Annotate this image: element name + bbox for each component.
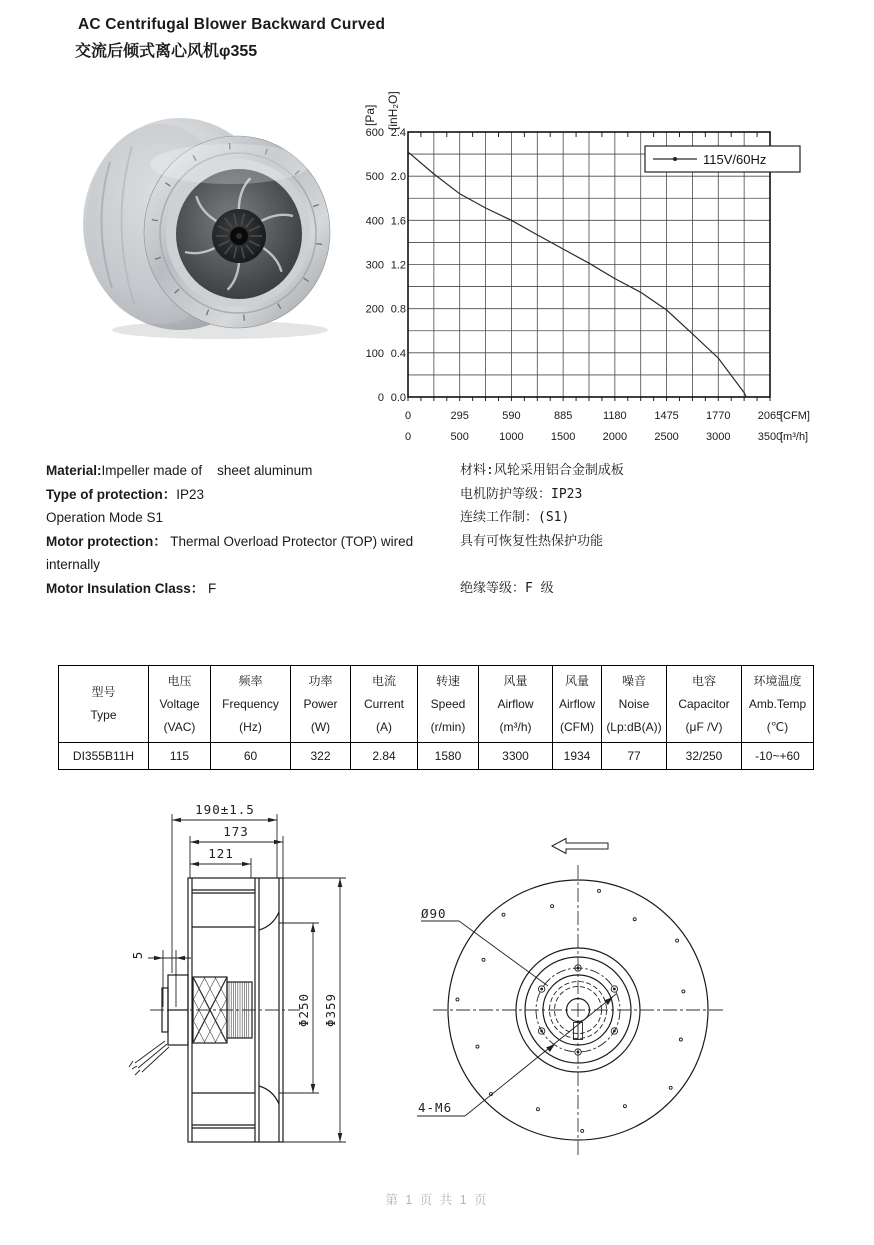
x-tick-cfm: 0 (404, 410, 412, 422)
x-tick-m3h: 1500 (550, 431, 576, 443)
spec-col-header: 噪音 Noise (Lp:dB(A)) (602, 666, 667, 743)
x-tick-m3h: 3000 (706, 431, 731, 443)
performance-chart (353, 83, 868, 453)
dim-label-190: 190±1.5 (195, 802, 255, 817)
spec-col-header: 型号 Type (59, 666, 149, 743)
y-tick-inh2o: 0.8 (390, 303, 406, 316)
rivet-dot (536, 1108, 539, 1111)
spec-cell: 77 (602, 743, 667, 770)
spec-row (59, 743, 814, 770)
photo-highlight (150, 144, 310, 184)
spec-cell: 1934 (553, 743, 602, 770)
y-tick-inh2o: 1.6 (390, 215, 406, 228)
rivet-dot (623, 1105, 626, 1108)
spec-line-zh: 材料:风轮采用铝合金制成板 (460, 463, 624, 478)
bolt-circle-label: Ø90 (421, 906, 447, 921)
rivet-dot (679, 1038, 682, 1041)
x-tick-m3h: 1000 (499, 431, 524, 443)
spec-cell: 32/250 (667, 743, 742, 770)
spec-col-header: 频率 Frequency (Hz) (211, 666, 291, 743)
front-view-drawing (405, 823, 730, 1165)
spec-line-zh: 绝缘等级：F 级 (460, 580, 554, 596)
x-tick-m3h: 3500 (757, 431, 783, 443)
y-tick-pa: 100 (365, 347, 384, 360)
rivet-dot (669, 1086, 672, 1089)
rivet-dot (476, 1045, 479, 1048)
spec-cell: 3300 (479, 743, 553, 770)
product-photo-illustration (80, 112, 335, 342)
spec-cell: 115 (149, 743, 211, 770)
spec-col-header: 风量 Airflow (m³/h) (479, 666, 553, 743)
x-tick-cfm: 1475 (654, 410, 679, 422)
spec-cell: DI355B11H (59, 743, 149, 770)
rivet-dot (581, 1129, 584, 1132)
spec-col-header: 风量 Airflow (CFM) (553, 666, 602, 743)
specification-table (58, 665, 814, 770)
x-tick-cfm: 590 (502, 410, 521, 422)
dim-label-dia250: Φ250 (296, 992, 311, 1028)
dim-label-121: 121 (208, 846, 234, 861)
spec-line-zh: 电机防护等级：IP23 (460, 486, 583, 502)
x-unit-m3h: [m³/h] (780, 431, 809, 443)
x-tick-m3h: 500 (450, 431, 469, 443)
spec-text-chinese (460, 459, 840, 600)
y-tick-inh2o: 2.0 (390, 171, 406, 184)
rivet-dot (551, 905, 554, 908)
spec-line-en: Material:Impeller made of sheet aluminum (46, 463, 313, 478)
spec-line-en: Motor Insulation Class： F (46, 580, 217, 596)
spec-col-header: 转速 Speed (r/min) (418, 666, 479, 743)
spec-line-en: Operation Mode S1 (46, 510, 164, 525)
x-unit-cfm: [CFM] (780, 410, 810, 422)
rivet-dot (598, 889, 601, 892)
power-wires (129, 1041, 169, 1075)
x-tick-m3h: 2000 (602, 431, 628, 443)
x-tick-cfm: 1180 (603, 410, 627, 422)
spec-col-header: 电流 Current (A) (351, 666, 418, 743)
dim-label-173: 173 (223, 824, 249, 839)
spec-col-header: 功率 Power (W) (291, 666, 351, 743)
y-tick-pa: 0 (377, 392, 384, 404)
y-unit-inh2o: [inH₂O] (386, 91, 400, 130)
rivet-dot (482, 958, 485, 961)
spec-cell: 2.84 (351, 743, 418, 770)
rivet-dot (633, 918, 636, 921)
spec-line-zh: 连续工作制：(S1) (460, 510, 570, 525)
spec-line-en: Motor protection： Thermal Overload Protector (TOP) wired internally (46, 533, 417, 572)
x-tick-m3h: 0 (404, 431, 412, 443)
rivet-dot (456, 998, 459, 1001)
rivet-dot (676, 939, 679, 942)
y-tick-pa: 200 (365, 303, 384, 316)
y-tick-inh2o: 0.0 (390, 392, 406, 404)
legend-label: 115V/60Hz (703, 152, 767, 167)
performance-curve (408, 152, 746, 397)
spec-cell: 1580 (418, 743, 479, 770)
spec-line-en: Type of protection：IP23 (46, 486, 205, 502)
y-tick-pa: 500 (365, 171, 384, 184)
spec-line-zh (460, 553, 840, 577)
spec-text-english (46, 459, 456, 600)
side-view-motor (127, 975, 300, 1075)
y-tick-pa: 300 (365, 259, 384, 272)
dim-label-5: 5 (130, 950, 145, 960)
page-title-english: AC Centrifugal Blower Backward Curved (78, 16, 386, 33)
spec-col-header: 环境温度 Amb.Temp (℃) (742, 666, 814, 743)
x-tick-cfm: 2065 (757, 410, 783, 422)
chart-legend (645, 146, 800, 172)
spec-cell: 322 (291, 743, 351, 770)
y-tick-pa: 600 (365, 127, 384, 139)
x-tick-m3h: 2500 (654, 431, 679, 443)
side-view-drawing (95, 795, 405, 1170)
spec-line-zh: 具有可恢复性热保护功能 (460, 533, 604, 549)
spec-cell: -10~+60 (742, 743, 814, 770)
y-unit-pa: [Pa] (363, 104, 377, 126)
spec-cell: 60 (211, 743, 291, 770)
y-tick-inh2o: 2.4 (390, 127, 406, 139)
x-tick-cfm: 295 (450, 410, 469, 422)
centerlines (433, 865, 723, 1155)
y-tick-inh2o: 1.2 (390, 259, 406, 272)
page-footer: 第 1 页 共 1 页 (385, 1193, 489, 1207)
rivet-dot (682, 990, 685, 993)
x-tick-cfm: 1770 (706, 410, 731, 422)
rivet-dot (502, 913, 505, 916)
y-tick-pa: 400 (365, 215, 384, 228)
page-title-chinese: 交流后倾式离心风机φ355 (75, 43, 258, 60)
mount-holes-label: 4-M6 (418, 1100, 453, 1115)
x-tick-cfm: 885 (553, 410, 573, 422)
spec-col-header: 电容 Capacitor (μF /V) (667, 666, 742, 743)
dim-label-dia359: Φ359 (323, 992, 338, 1028)
rotation-direction-arrow (552, 839, 608, 854)
y-tick-inh2o: 0.4 (390, 347, 406, 360)
spec-col-header: 电压 Voltage (VAC) (149, 666, 211, 743)
